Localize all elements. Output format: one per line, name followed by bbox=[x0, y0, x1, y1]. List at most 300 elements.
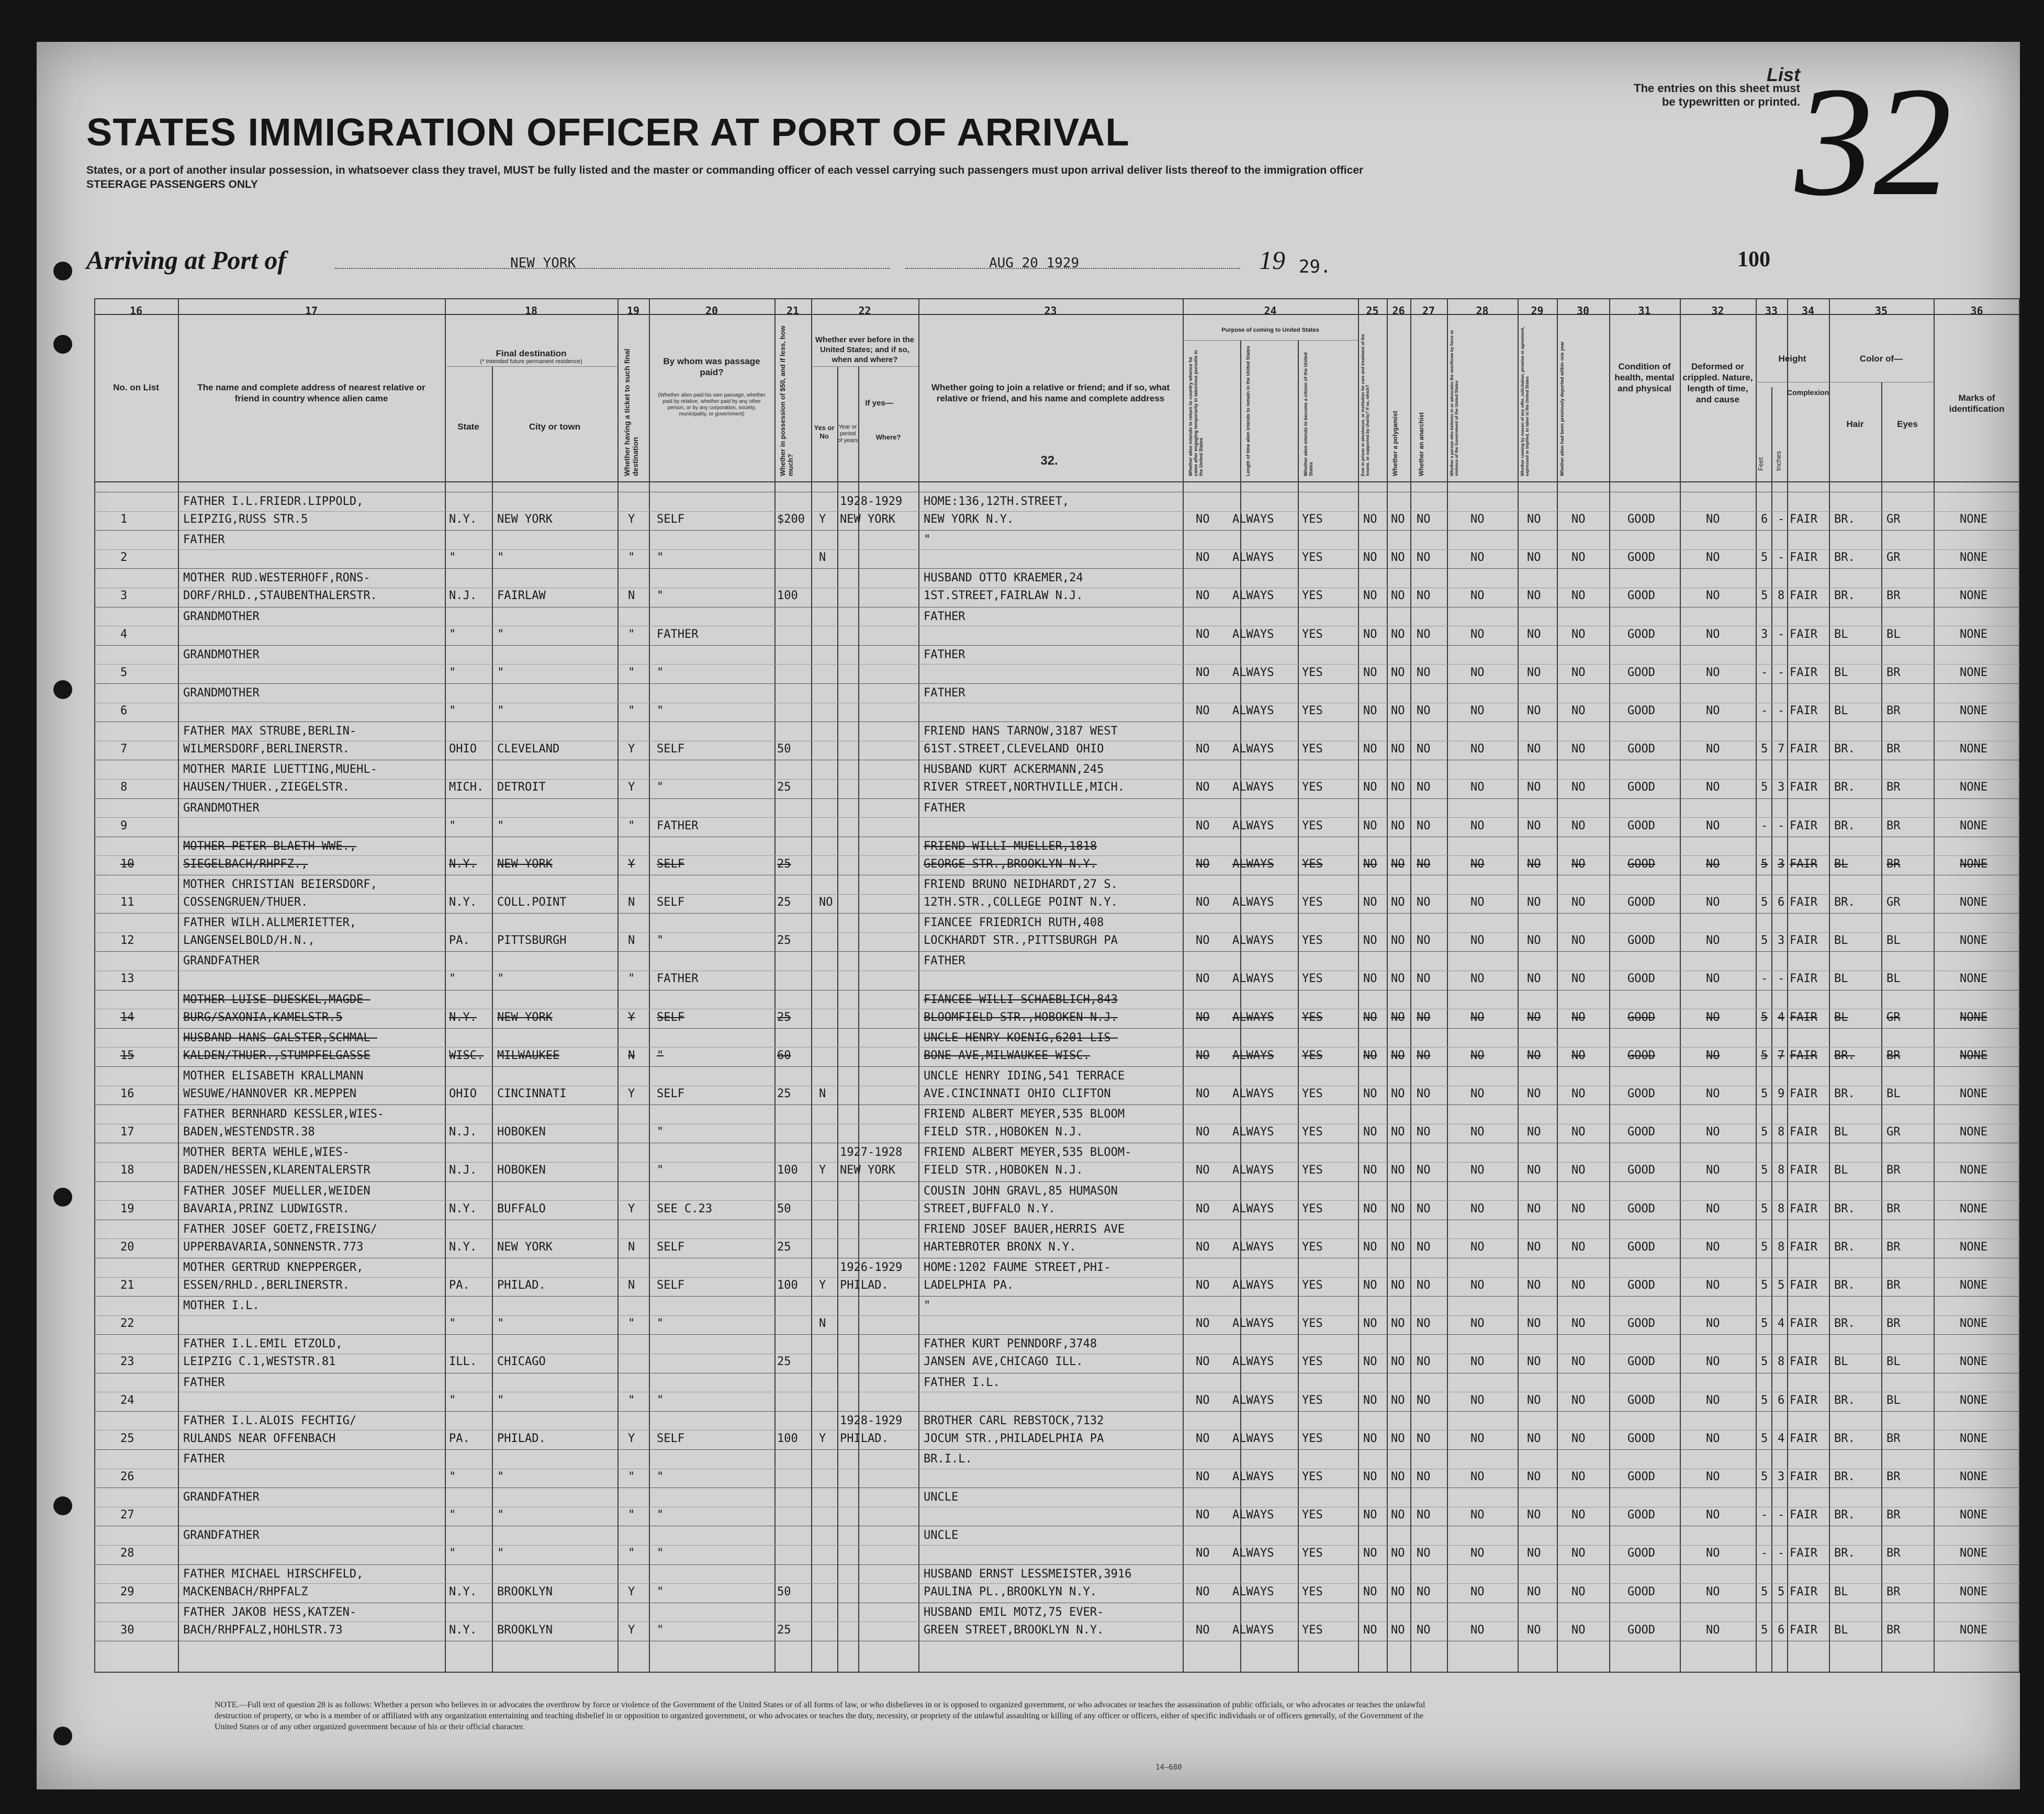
cell-no: 20 bbox=[120, 1240, 134, 1254]
header-complexion: Complexion bbox=[1787, 388, 1829, 397]
cell-inches: 4 bbox=[1778, 1010, 1785, 1024]
table-row bbox=[37, 913, 2020, 951]
header-if-yes: If yes— bbox=[865, 399, 893, 408]
cell-p24a: NO bbox=[1196, 589, 1210, 603]
cell-join1: COUSIN JOHN GRAVL,85 HUMASON bbox=[924, 1184, 1118, 1198]
cell-city: HOBOKEN bbox=[497, 1164, 546, 1177]
cell-state: N.Y. bbox=[449, 1240, 477, 1254]
cell-c28: NO bbox=[1470, 1355, 1485, 1369]
cell-join2: NEW YORK N.Y. bbox=[924, 513, 1014, 526]
cell-eyes: BL bbox=[1886, 627, 1901, 641]
cell-join1: FATHER bbox=[924, 610, 965, 623]
cell-feet: 5 bbox=[1761, 1202, 1768, 1215]
cell-marks: NONE bbox=[1960, 666, 1987, 679]
cell-marks: NONE bbox=[1960, 896, 1987, 909]
cell-c25: NO bbox=[1363, 1279, 1377, 1292]
cell-feet: - bbox=[1761, 704, 1768, 717]
cell-ticket: " bbox=[628, 1470, 635, 1483]
cell-c28: NO bbox=[1470, 934, 1485, 948]
cell-c28: NO bbox=[1470, 589, 1485, 603]
cell-eyes: BL bbox=[1886, 934, 1901, 948]
cell-marks: NONE bbox=[1960, 1355, 1987, 1369]
cell-c27: NO bbox=[1417, 934, 1431, 948]
cell-health: GOOD bbox=[1627, 1240, 1655, 1254]
cell-money: $200 bbox=[777, 513, 805, 526]
cell-inches: - bbox=[1778, 1508, 1785, 1522]
header-health: Condition of health, mental and physical bbox=[1614, 362, 1675, 393]
cell-ticket: Y bbox=[628, 513, 635, 526]
cell-marks: NONE bbox=[1960, 819, 1987, 832]
cell-c25: NO bbox=[1363, 704, 1377, 717]
cell-health: GOOD bbox=[1627, 1317, 1655, 1331]
cell-rel2: HAUSEN/THUER.,ZIEGELSTR. bbox=[183, 781, 350, 794]
cell-state: N.Y. bbox=[449, 1585, 477, 1598]
column-number: 24 bbox=[1264, 305, 1277, 317]
cell-eyes: BR bbox=[1886, 1317, 1901, 1331]
cell-state: N.Y. bbox=[449, 896, 477, 909]
cell-c30: NO bbox=[1571, 589, 1586, 603]
cell-p24b: ALWAYS bbox=[1232, 934, 1274, 948]
cell-eyes: BR bbox=[1886, 1202, 1901, 1215]
cell-state: N.J. bbox=[449, 589, 477, 603]
cell-c30: NO bbox=[1571, 666, 1586, 679]
header-inches: Inches bbox=[1775, 450, 1782, 471]
cell-city: BROOKLYN bbox=[497, 1585, 553, 1598]
cell-complexion: FAIR bbox=[1790, 1202, 1817, 1215]
cell-c29: NO bbox=[1527, 513, 1541, 526]
cell-c28: NO bbox=[1470, 1393, 1485, 1407]
cell-ticket: Y bbox=[628, 1623, 635, 1637]
cell-deformed: NO bbox=[1706, 1049, 1720, 1062]
cell-feet: 5 bbox=[1761, 896, 1768, 909]
cell-eyes: GR bbox=[1886, 896, 1901, 909]
cell-p24c: YES bbox=[1302, 1164, 1323, 1177]
cell-inches: 8 bbox=[1778, 1164, 1785, 1177]
cell-p24c: YES bbox=[1302, 704, 1323, 717]
cell-c27: NO bbox=[1417, 1164, 1431, 1177]
cell-hair: BL bbox=[1834, 934, 1848, 948]
cell-deformed: NO bbox=[1706, 1240, 1720, 1254]
cell-c30: NO bbox=[1571, 1164, 1586, 1177]
cell-join1: FRIEND ALBERT MEYER,535 BLOOM bbox=[924, 1108, 1125, 1121]
cell-city: HOBOKEN bbox=[497, 1125, 546, 1139]
cell-state: ILL. bbox=[449, 1355, 477, 1369]
cell-p24b: ALWAYS bbox=[1232, 857, 1274, 871]
cell-money: 25 bbox=[777, 1010, 791, 1024]
header-passage-note: (Whether alien paid his own passage, whether paid by relative, whether paid by any other person, or by any corporation, society, municipality, or government) bbox=[658, 392, 766, 417]
table-top-rule bbox=[94, 298, 2020, 299]
cell-health: GOOD bbox=[1627, 589, 1655, 603]
cell-rel1: MOTHER CHRISTIAN BEIERSDORF, bbox=[183, 878, 377, 891]
cell-c29: NO bbox=[1527, 972, 1541, 986]
cell-feet: 5 bbox=[1761, 551, 1768, 565]
header-ticket: Whether having a ticket to such final destination bbox=[623, 348, 639, 476]
cell-health: GOOD bbox=[1627, 1508, 1655, 1522]
cell-no: 16 bbox=[120, 1087, 134, 1100]
cell-p24b: ALWAYS bbox=[1232, 589, 1274, 603]
cell-inches: 5 bbox=[1778, 1585, 1785, 1598]
cell-eyes: BR bbox=[1886, 1164, 1901, 1177]
cell-join1: FATHER bbox=[924, 686, 965, 700]
cell-eyes: BR bbox=[1886, 1432, 1901, 1445]
cell-feet: 5 bbox=[1761, 742, 1768, 756]
cell-join1: HUSBAND KURT ACKERMANN,245 bbox=[924, 763, 1104, 776]
cell-c29: NO bbox=[1527, 1432, 1541, 1445]
page-title: STATES IMMIGRATION OFFICER AT PORT OF ARRIVAL bbox=[86, 110, 1130, 154]
cell-state: PA. bbox=[449, 1432, 470, 1445]
cell-feet: - bbox=[1761, 972, 1768, 986]
cell-rel1: GRANDMOTHER bbox=[183, 801, 260, 815]
cell-inches: - bbox=[1778, 819, 1785, 832]
cell-hair: BR. bbox=[1834, 1279, 1855, 1292]
cell-c29: NO bbox=[1527, 1240, 1541, 1254]
sheet-count: 100 bbox=[1737, 247, 1770, 272]
cell-ticket: " bbox=[628, 1393, 635, 1407]
cell-p24c: YES bbox=[1302, 1623, 1323, 1637]
cell-p24c: YES bbox=[1302, 1547, 1323, 1560]
cell-deformed: NO bbox=[1706, 1125, 1720, 1139]
cell-city: MILWAUKEE bbox=[497, 1049, 560, 1062]
cell-money: 100 bbox=[777, 1432, 798, 1445]
cell-c26: NO bbox=[1391, 1010, 1405, 1024]
cell-c29: NO bbox=[1527, 781, 1541, 794]
cell-p24b: ALWAYS bbox=[1232, 781, 1274, 794]
cell-c26: NO bbox=[1391, 1508, 1405, 1522]
cell-c26: NO bbox=[1391, 972, 1405, 986]
cell-state: WISC. bbox=[449, 1049, 484, 1062]
cell-c30: NO bbox=[1571, 1508, 1586, 1522]
footnote: NOTE.—Full text of question 28 is as follows: Whether a person who believes in or advocates the overthrow by force or violence of the Government of the United States or of all forms of law, or who disbelieves in or is opposed to organized government, or who advocates or teaches the assassination of public officials, or who advocates or teaches the unlawful destruction of property, or who is a member of or affiliated with any organization entertaining and teaching disbelief in or opposition to organized government, or who advocates or teaches the duty, necessity, or propriety of the unlawful assaulting or killing of any officer or officers, either of specific individuals or of officers generally, of the Government of the United States or of any other organized government because of his or their official character. bbox=[215, 1700, 1425, 1731]
cell-ticket: Y bbox=[628, 857, 635, 871]
cell-p24a: NO bbox=[1196, 1547, 1210, 1560]
cell-deformed: NO bbox=[1706, 1585, 1720, 1598]
cell-c29: NO bbox=[1527, 1508, 1541, 1522]
cell-state: " bbox=[449, 704, 456, 717]
cell-deformed: NO bbox=[1706, 781, 1720, 794]
cell-join1: " bbox=[924, 533, 931, 547]
header-joining-number: 32. bbox=[1040, 454, 1058, 468]
date-value: AUG 20 1929 bbox=[989, 255, 1080, 271]
cell-join2: 12TH.STR.,COLLEGE POINT N.Y. bbox=[924, 896, 1118, 909]
cell-city: " bbox=[497, 704, 504, 717]
cell-feet: 5 bbox=[1761, 934, 1768, 948]
column-number: 35 bbox=[1874, 305, 1888, 317]
cell-complexion: FAIR bbox=[1790, 972, 1817, 986]
cell-rel1: FATHER JOSEF MUELLER,WEIDEN bbox=[183, 1184, 370, 1198]
cell-c27: NO bbox=[1417, 896, 1431, 909]
cell-c26: NO bbox=[1391, 1393, 1405, 1407]
cell-paid: SELF bbox=[657, 513, 684, 526]
cell-rel1: GRANDFATHER bbox=[183, 1529, 260, 1542]
cell-eyes: GR bbox=[1886, 513, 1901, 526]
cell-marks: NONE bbox=[1960, 1125, 1987, 1139]
cell-state: N.Y. bbox=[449, 1010, 477, 1024]
table-row bbox=[37, 1373, 2020, 1411]
cell-health: GOOD bbox=[1627, 781, 1655, 794]
cell-c25: NO bbox=[1363, 972, 1377, 986]
cell-city: " bbox=[497, 551, 504, 565]
cell-join2: LADELPHIA PA. bbox=[924, 1279, 1014, 1292]
cell-state: " bbox=[449, 627, 456, 641]
cell-p24c: YES bbox=[1302, 1470, 1323, 1483]
cell-no: 4 bbox=[120, 627, 128, 641]
cell-p24a: NO bbox=[1196, 1010, 1210, 1024]
cell-p24a: NO bbox=[1196, 819, 1210, 832]
cell-join2: AVE.CINCINNATI OHIO CLIFTON bbox=[924, 1087, 1111, 1100]
cell-c25: NO bbox=[1363, 1547, 1377, 1560]
cell-hair: BR. bbox=[1834, 742, 1855, 756]
cell-no: 12 bbox=[120, 934, 134, 948]
cell-p24c: YES bbox=[1302, 1355, 1323, 1369]
cell-c27: NO bbox=[1417, 972, 1431, 986]
cell-c25: NO bbox=[1363, 742, 1377, 756]
cell-c27: NO bbox=[1417, 1508, 1431, 1522]
column-number: 33 bbox=[1765, 305, 1778, 317]
cell-no: 18 bbox=[120, 1164, 134, 1177]
cell-p24c: YES bbox=[1302, 896, 1323, 909]
cell-marks: NONE bbox=[1960, 513, 1987, 526]
cell-no: 26 bbox=[120, 1470, 134, 1483]
cell-p24b: ALWAYS bbox=[1232, 1355, 1274, 1369]
cell-marks: NONE bbox=[1960, 1585, 1987, 1598]
cell-eyes: BR bbox=[1886, 1585, 1901, 1598]
cell-p24c: YES bbox=[1302, 1279, 1323, 1292]
cell-p24c: YES bbox=[1302, 1585, 1323, 1598]
cell-money: 25 bbox=[777, 781, 791, 794]
cell-join2: RIVER STREET,NORTHVILLE,MICH. bbox=[924, 781, 1125, 794]
column-number: 29 bbox=[1531, 305, 1544, 317]
cell-c28: NO bbox=[1470, 819, 1485, 832]
cell-join2: FIELD STR.,HOBOKEN N.J. bbox=[924, 1125, 1083, 1139]
cell-p24c: YES bbox=[1302, 666, 1323, 679]
cell-city: PITTSBURGH bbox=[497, 934, 567, 948]
cell-join2: PAULINA PL.,BROOKLYN N.Y. bbox=[924, 1585, 1097, 1598]
cell-inches: 3 bbox=[1778, 934, 1785, 948]
table-row bbox=[37, 1066, 2020, 1105]
cell-paid: " bbox=[657, 589, 664, 603]
cell-c26: NO bbox=[1391, 1432, 1405, 1445]
cell-inches: 4 bbox=[1778, 1432, 1785, 1445]
table-row bbox=[37, 1603, 2020, 1641]
column-number: 23 bbox=[1044, 305, 1057, 317]
cell-c30: NO bbox=[1571, 1087, 1586, 1100]
cell-complexion: FAIR bbox=[1790, 857, 1817, 871]
cell-deformed: NO bbox=[1706, 972, 1720, 986]
cell-c26: NO bbox=[1391, 704, 1405, 717]
cell-complexion: FAIR bbox=[1790, 1240, 1817, 1254]
cell-p24a: NO bbox=[1196, 1508, 1210, 1522]
cell-feet: 5 bbox=[1761, 1317, 1768, 1331]
cell-paid: SELF bbox=[657, 857, 684, 871]
cell-c25: NO bbox=[1363, 1164, 1377, 1177]
cell-join1: FRIEND WILLI MUELLER,1818 bbox=[924, 839, 1097, 853]
header-where: Where? bbox=[875, 433, 901, 441]
cell-rel1: MOTHER PETER BLAETH WWE., bbox=[183, 839, 357, 853]
header-joining: Whether going to join a relative or friend; and if so, what relative or friend, and his name and complete address bbox=[931, 382, 1170, 403]
cell-inches: 7 bbox=[1778, 1049, 1785, 1062]
cell-health: GOOD bbox=[1627, 704, 1655, 717]
cell-health: GOOD bbox=[1627, 1470, 1655, 1483]
cell-city: " bbox=[497, 1508, 504, 1522]
cell-c25: NO bbox=[1363, 513, 1377, 526]
table-row bbox=[37, 568, 2020, 606]
table-row bbox=[37, 1143, 2020, 1181]
cell-city: DETROIT bbox=[497, 781, 546, 794]
cell-c29: NO bbox=[1527, 1125, 1541, 1139]
cell-p24a: NO bbox=[1196, 1317, 1210, 1331]
cell-state: MICH. bbox=[449, 781, 484, 794]
header-eyes: Eyes bbox=[1897, 419, 1918, 429]
cell-hair: BR. bbox=[1834, 1049, 1855, 1062]
cell-c30: NO bbox=[1571, 1049, 1586, 1062]
cell-paid: " bbox=[657, 781, 664, 794]
cell-p24b: ALWAYS bbox=[1232, 513, 1274, 526]
cell-state: OHIO bbox=[449, 742, 477, 756]
cell-complexion: FAIR bbox=[1790, 1010, 1817, 1024]
header-hair: Hair bbox=[1846, 419, 1864, 429]
cell-c26: NO bbox=[1391, 1317, 1405, 1331]
cell-hair: BR. bbox=[1834, 1317, 1855, 1331]
cell-c26: NO bbox=[1391, 742, 1405, 756]
cell-p24b: ALWAYS bbox=[1232, 1087, 1274, 1100]
cell-feet: 5 bbox=[1761, 781, 1768, 794]
cell-p24b: ALWAYS bbox=[1232, 1010, 1274, 1024]
cell-marks: NONE bbox=[1960, 1547, 1987, 1560]
cell-ticket: Y bbox=[628, 1202, 635, 1215]
cell-money: 50 bbox=[777, 1585, 791, 1598]
table-row bbox=[37, 1258, 2020, 1296]
cell-c27: NO bbox=[1417, 551, 1431, 565]
table-row bbox=[37, 722, 2020, 760]
cell-state: N.Y. bbox=[449, 857, 477, 871]
cell-inches: 8 bbox=[1778, 1355, 1785, 1369]
cell-c28: NO bbox=[1470, 1049, 1485, 1062]
cell-hair: BL bbox=[1834, 704, 1848, 717]
cell-p24b: ALWAYS bbox=[1232, 1508, 1274, 1522]
form-number: 14—680 bbox=[1155, 1763, 1182, 1772]
cell-rel1: HUSBAND HANS GALSTER,SCHMAL- bbox=[183, 1031, 377, 1044]
cell-c28: NO bbox=[1470, 742, 1485, 756]
cell-city: " bbox=[497, 1547, 504, 1560]
cell-marks: NONE bbox=[1960, 1049, 1987, 1062]
cell-p24b: ALWAYS bbox=[1232, 1547, 1274, 1560]
cell-join1: UNCLE HENRY KOENIG,6201 LIS- bbox=[924, 1031, 1118, 1044]
cell-c29: NO bbox=[1527, 589, 1541, 603]
cell-c30: NO bbox=[1571, 934, 1586, 948]
table-row bbox=[37, 1526, 2020, 1564]
cell-no: 27 bbox=[120, 1508, 134, 1522]
cell-c26: NO bbox=[1391, 1623, 1405, 1637]
cell-hair: BR. bbox=[1834, 1470, 1855, 1483]
cell-marks: NONE bbox=[1960, 627, 1987, 641]
column-number: 32 bbox=[1711, 305, 1724, 317]
cell-rel1: FATHER MICHAEL HIRSCHFELD, bbox=[183, 1567, 364, 1581]
cell-rel1: MOTHER RUD.WESTERHOFF,RONS- bbox=[183, 571, 370, 585]
cell-c28: NO bbox=[1470, 551, 1485, 565]
cell-paid: " bbox=[657, 1317, 664, 1331]
cell-city: " bbox=[497, 1470, 504, 1483]
cell-join1: HOME:136,12TH.STREET, bbox=[924, 495, 1070, 508]
cell-c25: NO bbox=[1363, 1240, 1377, 1254]
cell-rel1: GRANDFATHER bbox=[183, 1491, 260, 1504]
cell-deformed: NO bbox=[1706, 1355, 1720, 1369]
cell-ticket: " bbox=[628, 1508, 635, 1522]
cell-money: 100 bbox=[777, 589, 798, 603]
header-purpose-a: Whether alien intends to return to country whence he came after engaging temporarily in laborious pursuits in the United States bbox=[1188, 350, 1204, 476]
cell-c25: NO bbox=[1363, 857, 1377, 871]
cell-marks: NONE bbox=[1960, 589, 1987, 603]
cell-complexion: FAIR bbox=[1790, 896, 1817, 909]
table-row bbox=[37, 1488, 2020, 1526]
cell-years: 1926-1929 bbox=[840, 1261, 903, 1274]
cell-c28: NO bbox=[1470, 1010, 1485, 1024]
cell-feet: 5 bbox=[1761, 1049, 1768, 1062]
cell-state: PA. bbox=[449, 934, 470, 948]
cell-deformed: NO bbox=[1706, 513, 1720, 526]
column-number: 31 bbox=[1638, 305, 1651, 317]
cell-yn: NO bbox=[819, 896, 833, 909]
cell-no: 19 bbox=[120, 1202, 134, 1215]
cell-c25: NO bbox=[1363, 896, 1377, 909]
cell-no: 13 bbox=[120, 972, 134, 986]
cell-p24c: YES bbox=[1302, 934, 1323, 948]
header-state: State bbox=[457, 422, 479, 432]
cell-c29: NO bbox=[1527, 1317, 1541, 1331]
cell-c29: NO bbox=[1527, 1049, 1541, 1062]
cell-feet: 5 bbox=[1761, 1585, 1768, 1598]
cell-ticket: N bbox=[628, 1049, 635, 1062]
cell-c26: NO bbox=[1391, 1087, 1405, 1100]
cell-join1: UNCLE bbox=[924, 1529, 959, 1542]
cell-yn: Y bbox=[819, 1432, 826, 1445]
cell-paid: SELF bbox=[657, 896, 684, 909]
cell-c30: NO bbox=[1571, 1317, 1586, 1331]
cell-paid: FATHER bbox=[657, 819, 699, 832]
cell-complexion: FAIR bbox=[1790, 666, 1817, 679]
cell-deformed: NO bbox=[1706, 1393, 1720, 1407]
cell-complexion: FAIR bbox=[1790, 1355, 1817, 1369]
cell-rel2: BADEN/HESSEN,KLARENTALERSTR bbox=[183, 1164, 370, 1177]
cell-paid: SELF bbox=[657, 1240, 684, 1254]
cell-paid: " bbox=[657, 1049, 664, 1062]
cell-rel2: WILMERSDORF,BERLINERSTR. bbox=[183, 742, 350, 756]
cell-c28: NO bbox=[1470, 1164, 1485, 1177]
cell-no: 10 bbox=[120, 857, 134, 871]
cell-complexion: FAIR bbox=[1790, 1393, 1817, 1407]
cell-marks: NONE bbox=[1960, 1393, 1987, 1407]
cell-c27: NO bbox=[1417, 742, 1431, 756]
cell-p24c: YES bbox=[1302, 551, 1323, 565]
cell-health: GOOD bbox=[1627, 1010, 1655, 1024]
cell-c27: NO bbox=[1417, 1623, 1431, 1637]
cell-p24c: YES bbox=[1302, 589, 1323, 603]
cell-state: " bbox=[449, 1508, 456, 1522]
table-row bbox=[37, 1220, 2020, 1258]
cell-p24a: NO bbox=[1196, 1623, 1210, 1637]
cell-eyes: GR bbox=[1886, 551, 1901, 565]
cell-eyes: BR bbox=[1886, 1049, 1901, 1062]
cell-c25: NO bbox=[1363, 1202, 1377, 1215]
cell-paid: " bbox=[657, 1125, 664, 1139]
cell-c26: NO bbox=[1391, 1240, 1405, 1254]
column-number: 20 bbox=[705, 305, 718, 317]
cell-state: " bbox=[449, 1317, 456, 1331]
cell-money: 25 bbox=[777, 1623, 791, 1637]
cell-p24c: YES bbox=[1302, 1087, 1323, 1100]
cell-inches: 3 bbox=[1778, 1470, 1785, 1483]
cell-state: N.J. bbox=[449, 1164, 477, 1177]
cell-health: GOOD bbox=[1627, 1355, 1655, 1369]
